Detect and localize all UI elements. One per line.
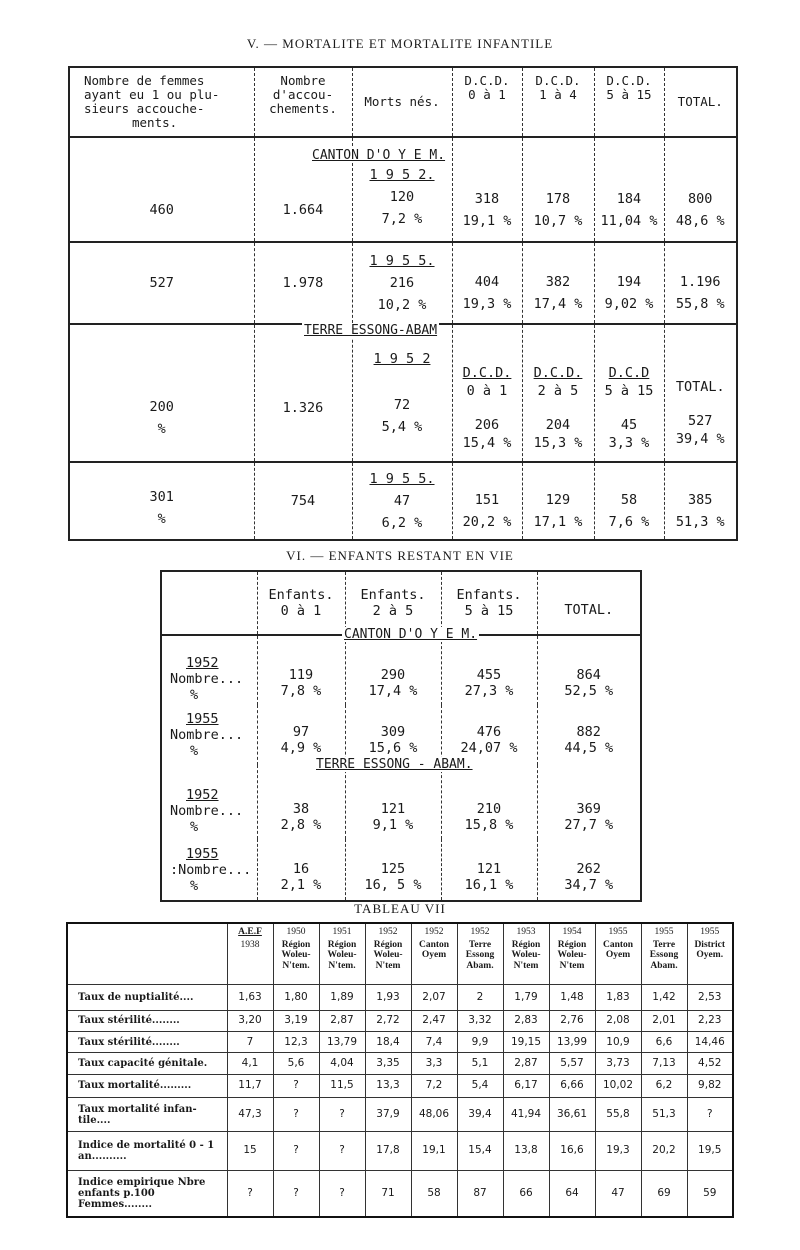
table-cell: 7 (227, 1032, 273, 1053)
table-cell: 9,82 (687, 1074, 733, 1097)
table-cell: 10,02 (595, 1074, 641, 1097)
table-cell: ? (273, 1098, 319, 1132)
table-cell: 4,1 (227, 1053, 273, 1074)
table-header-row (67, 923, 733, 985)
table-row (67, 1032, 733, 1053)
table-cell: 87 (457, 1170, 503, 1217)
table-cell: 2,87 (319, 1010, 365, 1031)
table-cell: 1,93 (365, 985, 411, 1011)
table-cell: 6,66 (549, 1074, 595, 1097)
table-cell: 13,8 (503, 1132, 549, 1170)
cell-2-5: 125 16, 5 % (345, 839, 441, 901)
col-header: 1955 District Oyem. (687, 923, 733, 985)
row-label: Indice empirique Nbre enfants p.100 Femmes........ (67, 1170, 227, 1217)
col-header: 1955 Canton Oyem (595, 923, 641, 985)
row-label: Taux stérilité........ (67, 1032, 227, 1053)
table-cell: 19,15 (503, 1032, 549, 1053)
cell-0-1: 119 7,8 % (257, 635, 345, 705)
table-cell: 1,89 (319, 985, 365, 1011)
cell-total: 385 51,3 % (664, 462, 737, 540)
col-header: 1955 Terre Essong Abam. (641, 923, 687, 985)
table-cell: 2,08 (595, 1010, 641, 1031)
cell-accouchements: 754 (254, 462, 352, 540)
table-cell: 13,99 (549, 1032, 595, 1053)
table-cell: 13,79 (319, 1032, 365, 1053)
header-total: TOTAL. (664, 67, 737, 137)
table-cell: 2,01 (641, 1010, 687, 1031)
table-cell: 5,57 (549, 1053, 595, 1074)
header-dcd-1-4: D.C.D. 1 à 4 (522, 67, 594, 137)
canton-oyem-heading-2: CANTON D'O Y E M. (344, 627, 478, 642)
table-cell: 7,2 (411, 1074, 457, 1097)
section-title-enfants: VI. — ENFANTS RESTANT EN VIE (286, 548, 514, 563)
cell-accouchements: 1.326 (254, 324, 352, 462)
table-cell: ? (273, 1170, 319, 1217)
cell-dcd-5-15: 58 7,6 % (594, 462, 664, 540)
table-cell: 2,72 (365, 1010, 411, 1031)
table-cell: 59 (687, 1170, 733, 1217)
table-cell: 2,53 (687, 985, 733, 1011)
table-cell: 3,32 (457, 1010, 503, 1031)
cell-total: TOTAL. 527 39,4 % (664, 324, 737, 462)
table-row (67, 1170, 733, 1217)
table-cell: 12,3 (273, 1032, 319, 1053)
cell-morts: 1 9 5 2 72 5,4 % (352, 324, 452, 462)
col-header: 1952 Terre Essong Abam. (457, 923, 503, 985)
row-label: 1952 Nombre... % (161, 635, 257, 705)
table-cell: 19,3 (595, 1132, 641, 1170)
table-cell: 47,3 (227, 1098, 273, 1132)
table-cell: ? (227, 1170, 273, 1217)
table-cell: 4,52 (687, 1053, 733, 1074)
cell-0-1: 38 2,8 % (257, 765, 345, 839)
header-blank (161, 571, 257, 635)
cell-2-5: 309 15,6 % (345, 705, 441, 765)
table-cell: ? (319, 1132, 365, 1170)
cell-femmes: 527 (69, 242, 254, 324)
table-cell: 69 (641, 1170, 687, 1217)
cell-5-15: 455 27,3 % (441, 635, 537, 705)
table-cell: 7,4 (411, 1032, 457, 1053)
table-cell: 66 (503, 1170, 549, 1217)
cell-dcd-1-4: 382 17,4 % (522, 242, 594, 324)
header-dcd-0-1: D.C.D. 0 à 1 (452, 67, 522, 137)
cell-5-15: 210 15,8 % (441, 765, 537, 839)
table-cell: 4,04 (319, 1053, 365, 1074)
table-cell: 19,1 (411, 1132, 457, 1170)
header-enfants-2-5: Enfants. 2 à 5 (345, 571, 441, 635)
cell-5-15: 476 24,07 % (441, 705, 537, 765)
table-cell: 1,63 (227, 985, 273, 1011)
table-cell: 19,5 (687, 1132, 733, 1170)
row-label: Taux mortalité......... (67, 1074, 227, 1097)
cell-total: 1.196 55,8 % (664, 242, 737, 324)
col-header: 1952 Région Woleu-N'tem (365, 923, 411, 985)
table-cell: 11,5 (319, 1074, 365, 1097)
table-cell: 37,9 (365, 1098, 411, 1132)
cell-total: 864 52,5 % (537, 635, 641, 705)
row-label: 1955 Nombre... % (161, 705, 257, 765)
row-label: 1952 Nombre... % (161, 765, 257, 839)
col-header: 1950 Région Woleu-N'tem. (273, 923, 319, 985)
table-row (67, 985, 733, 1011)
table-row (69, 242, 737, 324)
table-cell: 16,6 (549, 1132, 595, 1170)
table-cell: ? (687, 1098, 733, 1132)
table-cell: 9,9 (457, 1032, 503, 1053)
table-cell: 5,1 (457, 1053, 503, 1074)
table-cell: 2,23 (687, 1010, 733, 1031)
row-label: Taux de nuptialité.... (67, 985, 227, 1011)
table-row (67, 1098, 733, 1132)
col-header: 1953 Région Woleu-N'tem (503, 923, 549, 985)
table-cell: 2,47 (411, 1010, 457, 1031)
header-enfants-0-1: Enfants. 0 à 1 (257, 571, 345, 635)
table-cell: 2 (457, 985, 503, 1011)
terre-essong-heading-2: TERRE ESSONG - ABAM. (316, 757, 473, 772)
row-label: Indice de mortalité 0 - 1 an.......... (67, 1132, 227, 1170)
table-cell: 18,4 (365, 1032, 411, 1053)
section-title-mortalite: V. — MORTALITE ET MORTALITE INFANTILE (246, 36, 554, 51)
cell-5-15: 121 16,1 % (441, 839, 537, 901)
terre-essong-heading: TERRE ESSONG-ABAM (304, 323, 438, 338)
cell-total: 262 34,7 % (537, 839, 641, 901)
table-cell: 5,4 (457, 1074, 503, 1097)
cell-dcd-2-5: D.C.D. 2 à 5 204 15,3 % (522, 324, 594, 462)
row-label: Taux capacité génitale. (67, 1053, 227, 1074)
table-cell: 1,80 (273, 985, 319, 1011)
table-cell: 39,4 (457, 1098, 503, 1132)
table-cell: 14,46 (687, 1032, 733, 1053)
header-blank (67, 923, 227, 985)
table-cell: ? (273, 1132, 319, 1170)
table-cell: 13,3 (365, 1074, 411, 1097)
col-header: 1954 Région Woleu-N'tem (549, 923, 595, 985)
table-row (67, 1010, 733, 1031)
table-row (161, 705, 641, 765)
table-row (161, 839, 641, 901)
table-cell: 71 (365, 1170, 411, 1217)
table-cell: 2,83 (503, 1010, 549, 1031)
cell-total: 369 27,7 % (537, 765, 641, 839)
table-cell: 17,8 (365, 1132, 411, 1170)
table-cell: 36,61 (549, 1098, 595, 1132)
table-row (67, 1053, 733, 1074)
cell-dcd-0-1: 404 19,3 % (452, 242, 522, 324)
table-cell: 3,19 (273, 1010, 319, 1031)
header-total: TOTAL. (537, 571, 641, 635)
row-label: Taux mortalité infan- tile.... (67, 1098, 227, 1132)
cell-dcd-0-1: 318 19,1 % (452, 137, 522, 242)
section-title-tableau-vii: TABLEAU VII (354, 901, 446, 916)
cell-accouchements: 1.664 (254, 137, 352, 242)
cell-dcd-0-1: D.C.D. 0 à 1 206 15,4 % (452, 324, 522, 462)
table-cell: 10,9 (595, 1032, 641, 1053)
table-cell: 2,76 (549, 1010, 595, 1031)
table-cell: ? (319, 1098, 365, 1132)
header-accouchements: Nombre d'accou- chements. (254, 67, 352, 137)
table-row (69, 462, 737, 540)
cell-morts: 1 9 5 2. 120 7,2 % (352, 137, 452, 242)
table-cell: 11,7 (227, 1074, 273, 1097)
table-cell: 3,35 (365, 1053, 411, 1074)
table-cell: 47 (595, 1170, 641, 1217)
cell-0-1: 16 2,1 % (257, 839, 345, 901)
cell-dcd-5-15: D.C.D 5 à 15 45 3,3 % (594, 324, 664, 462)
header-dcd-5-15: D.C.D. 5 à 15 (594, 67, 664, 137)
table-cell: 64 (549, 1170, 595, 1217)
table-cell: ? (319, 1170, 365, 1217)
table-cell: 3,73 (595, 1053, 641, 1074)
table-cell: 41,94 (503, 1098, 549, 1132)
table-row (67, 1074, 733, 1097)
table-cell: 58 (411, 1170, 457, 1217)
cell-femmes: 301 % (69, 462, 254, 540)
cell-dcd-0-1: 151 20,2 % (452, 462, 522, 540)
cell-dcd-2-5: 129 17,1 % (522, 462, 594, 540)
table-cell: 20,2 (641, 1132, 687, 1170)
header-morts-nes: Morts nés. (352, 67, 452, 137)
col-header: 1951 Région Woleu-N'tem. (319, 923, 365, 985)
col-header: A.E.F 1938 (227, 923, 273, 985)
table-header-row (69, 67, 737, 137)
row-label: Taux stérilité........ (67, 1010, 227, 1031)
cell-0-1: 97 4,9 % (257, 705, 345, 765)
table-row (67, 1132, 733, 1170)
table-cell: 15,4 (457, 1132, 503, 1170)
mortalite-table (68, 66, 738, 541)
cell-2-5: 290 17,4 % (345, 635, 441, 705)
cell-dcd-1-4: 178 10,7 % (522, 137, 594, 242)
enfants-table (160, 570, 642, 902)
header-nombre-femmes: Nombre de femmes ayant eu 1 ou plu- sieurs accouche- ments. (69, 67, 254, 137)
table-cell: 6,6 (641, 1032, 687, 1053)
table-cell: 51,3 (641, 1098, 687, 1132)
table-cell: 48,06 (411, 1098, 457, 1132)
cell-morts: 1 9 5 5. 216 10,2 % (352, 242, 452, 324)
cell-accouchements: 1.978 (254, 242, 352, 324)
table-cell: 55,8 (595, 1098, 641, 1132)
canton-oyem-heading: CANTON D'O Y E M. (312, 148, 446, 163)
table-cell: 15 (227, 1132, 273, 1170)
tableau-vii (66, 922, 734, 1218)
table-cell: 5,6 (273, 1053, 319, 1074)
table-cell: 7,13 (641, 1053, 687, 1074)
table-cell: 1,48 (549, 985, 595, 1011)
header-enfants-5-15: Enfants. 5 à 15 (441, 571, 537, 635)
table-cell: 2,87 (503, 1053, 549, 1074)
cell-morts: 1 9 5 5. 47 6,2 % (352, 462, 452, 540)
table-row (161, 765, 641, 839)
table-cell: 1,83 (595, 985, 641, 1011)
cell-dcd-5-15: 194 9,02 % (594, 242, 664, 324)
table-cell: 6,2 (641, 1074, 687, 1097)
cell-2-5: 121 9,1 % (345, 765, 441, 839)
cell-total: 882 44,5 % (537, 705, 641, 765)
cell-femmes: 200 % (69, 324, 254, 462)
table-cell: 2,07 (411, 985, 457, 1011)
table-header-row (161, 571, 641, 635)
table-row (69, 324, 737, 462)
cell-femmes: 460 (69, 137, 254, 242)
cell-total: 800 48,6 % (664, 137, 737, 242)
table-cell: ? (273, 1074, 319, 1097)
table-cell: 6,17 (503, 1074, 549, 1097)
row-label: 1955 :Nombre... % (161, 839, 257, 901)
col-header: 1952 Canton Oyem (411, 923, 457, 985)
table-cell: 3,3 (411, 1053, 457, 1074)
table-cell: 3,20 (227, 1010, 273, 1031)
table-cell: 1,42 (641, 985, 687, 1011)
table-cell: 1,79 (503, 985, 549, 1011)
cell-dcd-5-15: 184 11,04 % (594, 137, 664, 242)
table-row (161, 635, 641, 705)
